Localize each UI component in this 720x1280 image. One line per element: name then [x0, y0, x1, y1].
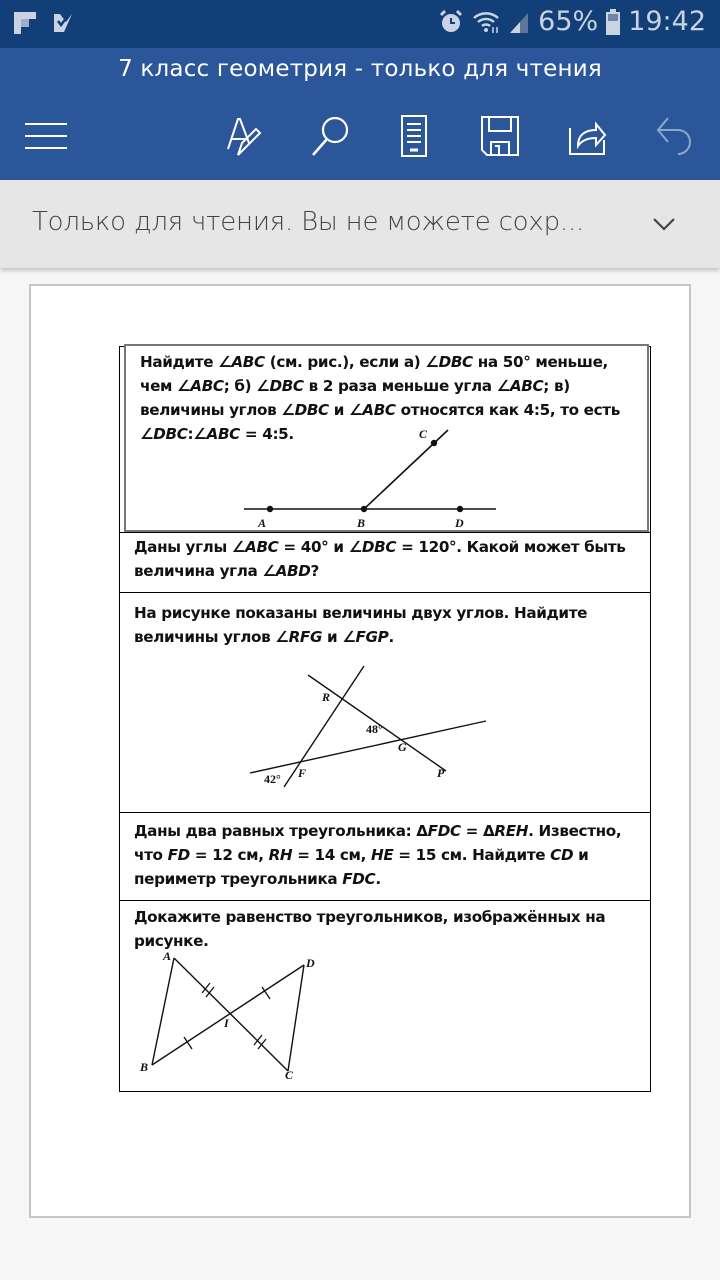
svg-text:P: P [437, 766, 445, 780]
undo-button[interactable] [646, 108, 702, 164]
battery-icon [606, 9, 620, 35]
read-only-banner[interactable] [0, 180, 720, 268]
problem-frame-1 [124, 344, 649, 532]
flipboard-icon [14, 12, 36, 34]
problem-cell-4 [119, 812, 651, 902]
share-button[interactable] [560, 108, 616, 164]
svg-text:D: D [306, 956, 315, 970]
text-format-pen-icon [226, 115, 266, 157]
undo-icon [656, 116, 692, 156]
alarm-icon [438, 9, 464, 35]
clock: 19:42 [628, 6, 706, 37]
share-icon [568, 116, 608, 156]
save-button[interactable] [472, 108, 528, 164]
search-icon [309, 115, 351, 157]
svg-text:D: D [455, 516, 464, 530]
save-icon [481, 116, 519, 156]
svg-text:F: F [298, 766, 307, 780]
problem-text-1: Найдите ∠ABC (см. рис.), если а) ∠DBC на 50° меньше, чем ∠ABC; б) ∠DBC в 2 раза меньше угла ∠ABC; в) величины углов ∠DBC и ∠ABC относятся как 4:5, то есть ∠DBC:∠ABC = 4:5. [140, 353, 620, 443]
problem-cell-5 [119, 900, 651, 1092]
app-bar [0, 48, 720, 180]
problem-text-2: Даны углы ∠ABC = 40° и ∠DBC = 120°. Какой может быть величина угла ∠ABD? [134, 538, 626, 580]
format-button[interactable] [218, 108, 274, 164]
problem-cell-2 [119, 532, 651, 594]
svg-text:B: B [140, 1060, 149, 1074]
svg-text:R: R [322, 690, 331, 704]
svg-text:A: A [258, 516, 267, 530]
svg-text:C: C [419, 427, 428, 441]
toolbar [0, 108, 720, 168]
svg-text:42°: 42° [264, 772, 281, 786]
task-check-icon [52, 12, 74, 34]
hamburger-menu-icon [25, 121, 67, 151]
problem-cell-3 [119, 592, 651, 814]
problem-text-5: Докажите равенство треугольников, изображённых на рисунке. [134, 908, 606, 950]
figure-triangles-abcd [130, 945, 330, 1085]
status-bar [0, 0, 720, 48]
svg-text:I: I [224, 1016, 229, 1030]
search-button[interactable] [302, 108, 358, 164]
chevron-down-icon[interactable] [648, 208, 680, 240]
document-page [29, 284, 691, 1218]
problem-cell-1 [119, 346, 651, 534]
svg-text:G: G [398, 740, 407, 754]
battery-percent: 65% [538, 6, 599, 37]
svg-text:A: A [163, 949, 172, 963]
document-title: 7 класс геометрия - только для чтения [118, 56, 602, 82]
signal-icon [510, 9, 530, 35]
problem-text-3: На рисунке показаны величины двух углов. Найдите величины углов ∠RFG и ∠FGP. [134, 604, 588, 646]
svg-text:C: C [285, 1068, 294, 1082]
read-only-message: Только для чтения. Вы не можете сохр... [32, 207, 585, 237]
wifi-icon [472, 9, 502, 35]
figure-intersecting-lines-rfgp [240, 661, 490, 791]
svg-text:B: B [357, 516, 366, 530]
svg-text:48°: 48° [366, 722, 383, 736]
menu-button[interactable] [18, 108, 74, 164]
figure-angle-abcd [226, 424, 496, 534]
mobile-view-button[interactable] [386, 108, 442, 164]
mobile-view-icon [401, 115, 427, 157]
problem-text-4: Даны два равных треугольника: ΔFDC = ΔREH. Известно, что FD = 12 см, RH = 14 см, HE = 15 см. Найдите CD и периметр треугольника FDC. [134, 822, 622, 888]
